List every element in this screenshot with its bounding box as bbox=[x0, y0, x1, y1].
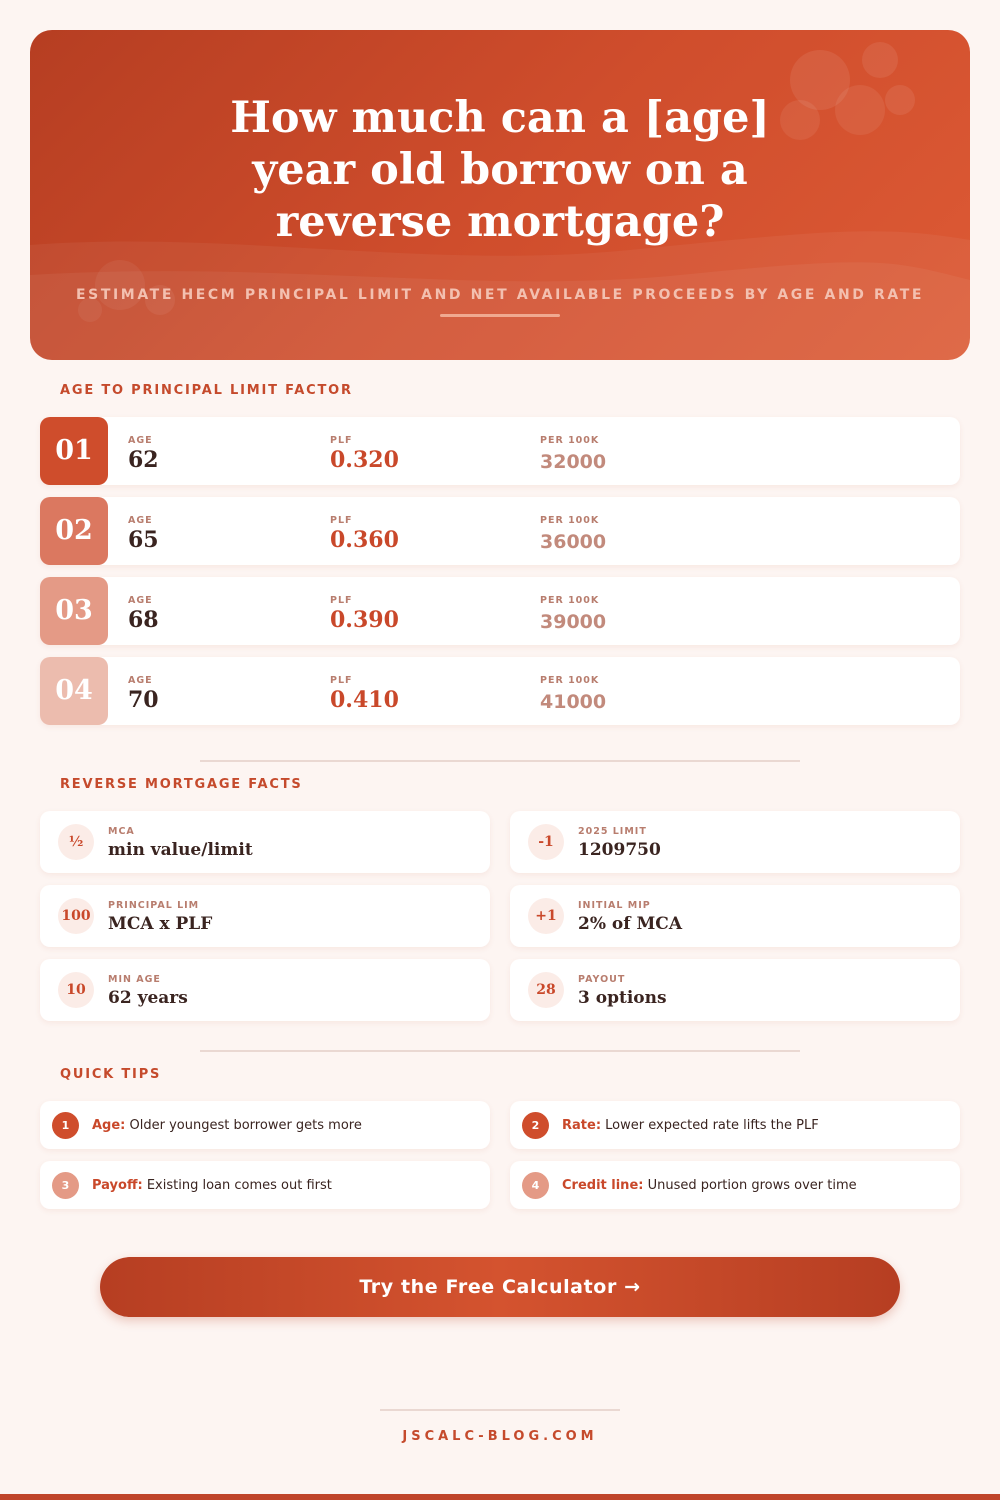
tip-key: Rate: bbox=[562, 1118, 602, 1133]
fact-card bbox=[40, 959, 490, 1021]
fact-icon: 10 bbox=[58, 972, 94, 1008]
footer-site-link[interactable]: JSCALC-BLOG.COM bbox=[402, 1429, 598, 1444]
fact-value: 62 years bbox=[108, 988, 188, 1008]
plf-value: 0.390 bbox=[330, 607, 399, 633]
plf-value: 0.410 bbox=[330, 687, 399, 713]
tip-card bbox=[510, 1101, 960, 1149]
per-100k-label: PER 100K bbox=[540, 595, 600, 606]
per-100k-label: PER 100K bbox=[540, 515, 600, 526]
per-100k-label: PER 100K bbox=[540, 675, 600, 686]
hero-banner bbox=[30, 30, 970, 360]
plf-row bbox=[40, 657, 960, 725]
fact-icon: ½ bbox=[58, 824, 94, 860]
tip-description: Existing loan comes out first bbox=[146, 1178, 332, 1193]
fact-icon: 28 bbox=[528, 972, 564, 1008]
tip-description: Older youngest borrower gets more bbox=[129, 1118, 362, 1133]
plf-label: PLF bbox=[330, 515, 353, 526]
tip-text bbox=[92, 1178, 332, 1193]
plf-row bbox=[40, 497, 960, 565]
age-label: AGE bbox=[128, 435, 153, 446]
tip-card bbox=[510, 1161, 960, 1209]
tip-number-badge: 2 bbox=[522, 1112, 549, 1139]
fact-label: MIN AGE bbox=[108, 974, 161, 985]
tip-text bbox=[562, 1178, 857, 1193]
age-value: 65 bbox=[128, 527, 159, 553]
fact-value: 3 options bbox=[578, 988, 667, 1008]
row-number-badge: 02 bbox=[40, 497, 108, 565]
tip-text bbox=[92, 1118, 362, 1133]
plf-row bbox=[40, 577, 960, 645]
age-value: 68 bbox=[128, 607, 159, 633]
fact-value: min value/limit bbox=[108, 840, 253, 860]
fact-card bbox=[40, 811, 490, 873]
tip-key: Payoff: bbox=[92, 1178, 143, 1193]
per-100k-label: PER 100K bbox=[540, 435, 600, 446]
tip-number-badge: 3 bbox=[52, 1172, 79, 1199]
fact-value: 1209750 bbox=[578, 840, 661, 860]
fact-card bbox=[510, 885, 960, 947]
plf-label: PLF bbox=[330, 595, 353, 606]
plf-label: PLF bbox=[330, 435, 353, 446]
fact-icon: +1 bbox=[528, 898, 564, 934]
tip-number-badge: 4 bbox=[522, 1172, 549, 1199]
plf-label: PLF bbox=[330, 675, 353, 686]
try-calculator-button[interactable]: Try the Free Calculator → bbox=[100, 1257, 900, 1317]
age-label: AGE bbox=[128, 595, 153, 606]
fact-label: INITIAL MIP bbox=[578, 900, 651, 911]
row-number-badge: 03 bbox=[40, 577, 108, 645]
age-value: 70 bbox=[128, 687, 159, 713]
section-divider bbox=[200, 760, 800, 762]
fact-label: 2025 LIMIT bbox=[578, 826, 647, 837]
tip-card bbox=[40, 1161, 490, 1209]
per-100k-value: 36000 bbox=[540, 531, 607, 553]
fact-label: PRINCIPAL LIM bbox=[108, 900, 200, 911]
row-number-badge: 01 bbox=[40, 417, 108, 485]
page-subtitle: ESTIMATE HECM PRINCIPAL LIMIT AND NET AVAILABLE PROCEEDS BY AGE AND RATE bbox=[75, 287, 925, 303]
fact-card bbox=[510, 811, 960, 873]
facts-section-title: REVERSE MORTGAGE FACTS bbox=[60, 777, 303, 792]
fact-label: PAYOUT bbox=[578, 974, 626, 985]
fact-card bbox=[40, 885, 490, 947]
per-100k-value: 41000 bbox=[540, 691, 607, 713]
tip-number-badge: 1 bbox=[52, 1112, 79, 1139]
row-number-badge: 04 bbox=[40, 657, 108, 725]
plf-row bbox=[40, 417, 960, 485]
footer-divider bbox=[380, 1409, 620, 1411]
tip-key: Age: bbox=[92, 1118, 126, 1133]
fact-value: 2% of MCA bbox=[578, 914, 683, 934]
age-value: 62 bbox=[128, 447, 159, 473]
age-label: AGE bbox=[128, 515, 153, 526]
plf-value: 0.320 bbox=[330, 447, 399, 473]
plf-value: 0.360 bbox=[330, 527, 399, 553]
hero-underline bbox=[440, 314, 560, 317]
fact-icon: -1 bbox=[528, 824, 564, 860]
per-100k-value: 32000 bbox=[540, 451, 607, 473]
tip-text bbox=[562, 1118, 819, 1133]
per-100k-value: 39000 bbox=[540, 611, 607, 633]
plf-section-title: AGE TO PRINCIPAL LIMIT FACTOR bbox=[60, 383, 353, 398]
age-label: AGE bbox=[128, 675, 153, 686]
tip-card bbox=[40, 1101, 490, 1149]
tip-key: Credit line: bbox=[562, 1178, 644, 1193]
fact-card bbox=[510, 959, 960, 1021]
tips-section-title: QUICK TIPS bbox=[60, 1067, 162, 1082]
section-divider bbox=[200, 1050, 800, 1052]
fact-value: MCA x PLF bbox=[108, 914, 213, 934]
tip-description: Lower expected rate lifts the PLF bbox=[605, 1118, 819, 1133]
fact-icon: 100 bbox=[58, 898, 94, 934]
fact-label: MCA bbox=[108, 826, 135, 837]
bottom-accent-bar bbox=[0, 1494, 1000, 1500]
page-title: How much can a [age] year old borrow on a reverse mortgage? bbox=[230, 93, 770, 247]
tip-description: Unused portion grows over time bbox=[647, 1178, 857, 1193]
